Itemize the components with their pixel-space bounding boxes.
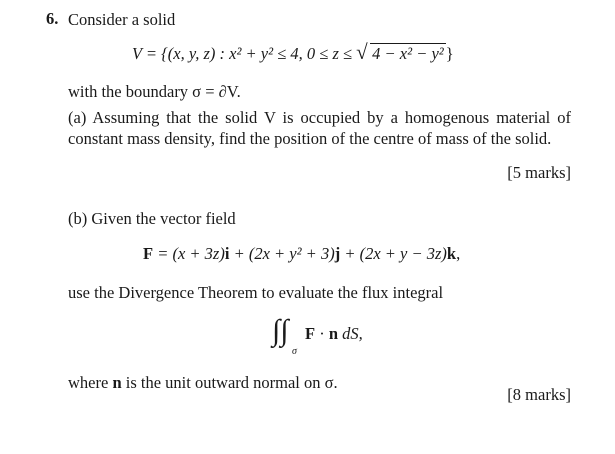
- where-pre: where: [68, 373, 113, 392]
- part-b-intro: (b) Given the vector field: [68, 209, 236, 228]
- solid-set-definition: [132, 40, 454, 64]
- part-a-text: (a) Assuming that the solid V is occupied by a homogenous material of constant mass density, find the position of the centre of mass of the solid.: [68, 108, 571, 148]
- part-a-marks: [5 marks]: [507, 163, 571, 182]
- question-number: 6.: [46, 9, 59, 28]
- unit-i: i: [224, 244, 230, 263]
- boundary-statement: with the boundary σ = ∂V.: [68, 82, 241, 101]
- unit-j: j: [334, 244, 341, 263]
- normal-definition: [68, 372, 338, 393]
- double-integral-sign: ∫∫: [272, 314, 289, 347]
- unit-k: k: [446, 244, 457, 263]
- integrand-n: n: [328, 324, 339, 343]
- field-part-3: + (2x + y − 3z): [340, 244, 447, 263]
- integrand-dS: dS,: [338, 324, 363, 343]
- vector-field-equation: [143, 244, 460, 264]
- integrand-dot: ·: [315, 324, 329, 343]
- set-lhs: V = {(x, y, z) : x² + y² ≤ 4, 0 ≤ z ≤: [132, 44, 357, 63]
- where-post: is the unit outward normal on σ.: [121, 373, 338, 392]
- integrand: [305, 324, 363, 344]
- question-intro: Consider a solid: [68, 10, 176, 29]
- set-rhs: }: [445, 44, 454, 63]
- sqrt-expression: [356, 40, 446, 64]
- sqrt-symbol: √: [356, 40, 368, 64]
- where-n: n: [112, 373, 122, 392]
- divergence-instruction: use the Divergence Theorem to evaluate the flux integral: [68, 283, 444, 302]
- field-F: F: [143, 244, 154, 263]
- sqrt-content: 4 − x² − y²: [372, 44, 444, 63]
- field-part-2: + (2x + y² + 3): [229, 244, 335, 263]
- field-part-1: = (x + 3z): [153, 244, 225, 263]
- field-part-4: ,: [456, 244, 461, 263]
- integrand-F: F: [305, 324, 316, 343]
- part-b-marks: [8 marks]: [507, 385, 571, 404]
- integral-subscript: σ: [292, 346, 297, 357]
